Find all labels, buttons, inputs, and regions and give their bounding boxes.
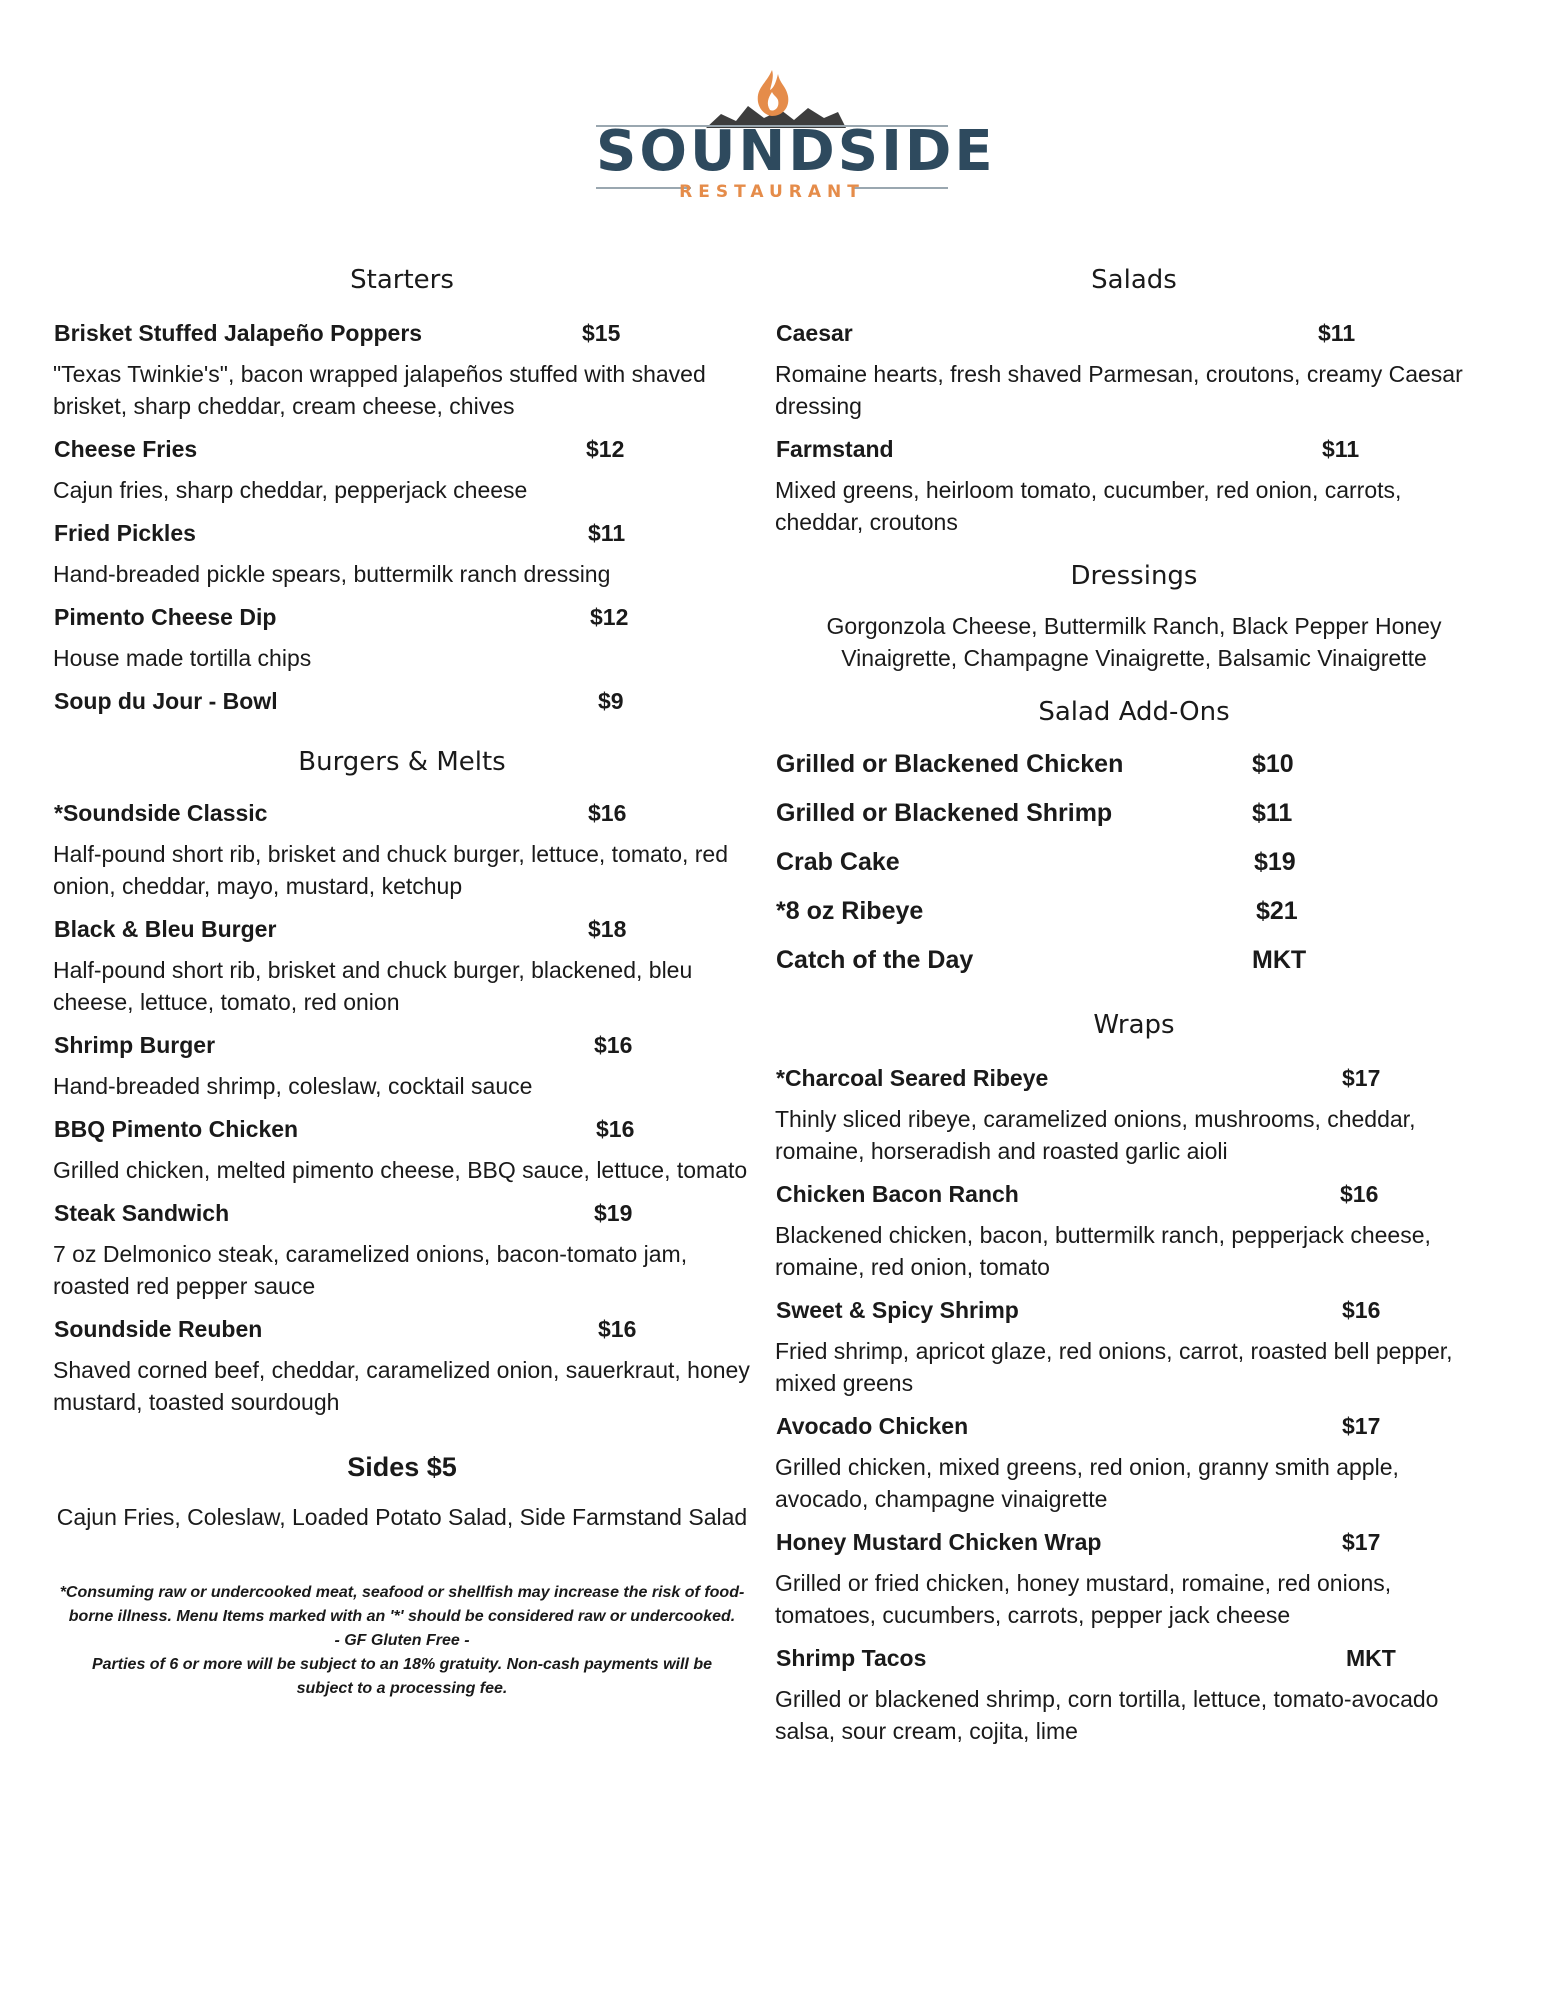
item-name: Honey Mustard Chicken Wrap <box>776 1529 1102 1555</box>
footnote-line: borne illness. Menu Items marked with an '*' should be considered raw or undercooked. <box>68 1608 736 1625</box>
menu-item <box>774 1523 1494 1563</box>
item-name: *Soundside Classic <box>54 800 268 826</box>
item-description: Romaine hearts, fresh shaved Parmesan, croutons, creamy Caesar dressing <box>775 361 1463 419</box>
item-description: House made tortilla chips <box>53 645 312 671</box>
item-description: Grilled chicken, mixed greens, red onion, granny smith apple, avocado, champagne vinaigrette <box>775 1454 1399 1512</box>
item-name: Cheese Fries <box>54 436 198 462</box>
item-price: $17 <box>1342 1413 1381 1439</box>
item-price: $18 <box>588 916 627 942</box>
menu-item <box>774 1059 1494 1099</box>
item-name: Pimento Cheese Dip <box>54 604 277 630</box>
menu-item <box>52 514 752 554</box>
item-price: $16 <box>1342 1297 1381 1323</box>
item-name: Chicken Bacon Ranch <box>776 1181 1019 1207</box>
addon-price: MKT <box>1252 946 1307 974</box>
item-name: Steak Sandwich <box>54 1200 230 1226</box>
item-name: Fried Pickles <box>54 520 196 546</box>
item-price: $17 <box>1342 1065 1381 1091</box>
item-description: Thinly sliced ribeye, caramelized onions, mushrooms, cheddar, romaine, horseradish and roasted garlic aioli <box>775 1106 1416 1164</box>
section-title-dressings: Dressings <box>1070 561 1198 591</box>
logo-subtitle: RESTAURANT <box>679 182 865 202</box>
menu-item <box>52 1194 752 1234</box>
addon-item <box>774 842 1494 891</box>
addon-item <box>774 793 1494 842</box>
item-description: Grilled or blackened shrimp, corn tortilla, lettuce, tomato-avocado salsa, sour cream, cojita, lime <box>775 1686 1439 1744</box>
dressings-list <box>774 610 1494 674</box>
menu-item <box>52 314 752 354</box>
addon-name: Crab Cake <box>776 848 900 876</box>
section-title-wraps: Wraps <box>1093 1010 1175 1040</box>
item-description: Hand-breaded shrimp, coleslaw, cocktail sauce <box>53 1073 533 1099</box>
item-description: Shaved corned beef, cheddar, caramelized onion, sauerkraut, honey mustard, toasted sourdough <box>53 1357 750 1415</box>
menu-item <box>774 430 1494 470</box>
item-name: Farmstand <box>776 436 894 462</box>
item-price: $12 <box>590 604 629 630</box>
footnote-line: *Consuming raw or undercooked meat, seafood or shellfish may increase the risk of food- <box>59 1584 745 1601</box>
item-price: $16 <box>594 1032 633 1058</box>
menu-item <box>52 430 752 470</box>
footnote-line: Parties of 6 or more will be subject to an 18% gratuity. Non-cash payments will be <box>91 1656 712 1673</box>
item-description: Half-pound short rib, brisket and chuck burger, lettuce, tomato, red onion, cheddar, mayo, mustard, ketchup <box>53 841 729 899</box>
item-price: MKT <box>1346 1645 1396 1671</box>
item-name: Avocado Chicken <box>776 1413 969 1439</box>
item-description: Mixed greens, heirloom tomato, cucumber, red onion, carrots, cheddar, croutons <box>775 477 1402 535</box>
menu-item <box>52 682 752 722</box>
item-description: Fried shrimp, apricot glaze, red onions, carrot, roasted bell pepper, mixed greens <box>775 1338 1453 1396</box>
item-price: $16 <box>596 1116 635 1142</box>
addon-name: Grilled or Blackened Chicken <box>776 750 1124 778</box>
logo-wordmark: SOUNDSIDE <box>596 119 996 184</box>
menu-item <box>52 910 752 950</box>
section-title-addons: Salad Add-Ons <box>1038 697 1230 727</box>
item-description: Hand-breaded pickle spears, buttermilk ranch dressing <box>53 561 611 587</box>
addon-price: $19 <box>1254 848 1296 876</box>
item-name: Soundside Reuben <box>54 1316 263 1342</box>
item-name: Shrimp Burger <box>54 1032 216 1058</box>
item-name: Caesar <box>776 320 853 346</box>
item-price: $15 <box>582 320 621 346</box>
left-column <box>52 262 752 1701</box>
item-description: Grilled or fried chicken, honey mustard, romaine, red onions, tomatoes, cucumbers, carrots, pepper jack cheese <box>775 1570 1392 1628</box>
menu-item <box>774 1407 1494 1447</box>
item-name: Brisket Stuffed Jalapeño Poppers <box>54 320 423 346</box>
item-price: $17 <box>1342 1529 1381 1555</box>
item-price: $11 <box>1318 320 1356 346</box>
item-price: $16 <box>598 1316 637 1342</box>
menu-item <box>52 1310 752 1350</box>
menu-item <box>52 794 752 834</box>
addon-name: Grilled or Blackened Shrimp <box>776 799 1113 827</box>
addon-item <box>774 744 1494 793</box>
item-price: $11 <box>1322 436 1360 462</box>
item-price: $16 <box>588 800 627 826</box>
footnote <box>52 1581 752 1701</box>
addon-name: Catch of the Day <box>776 946 974 974</box>
addon-price: $21 <box>1256 897 1298 925</box>
item-price: $12 <box>586 436 625 462</box>
menu-item <box>52 1026 752 1066</box>
item-price: $16 <box>1340 1181 1379 1207</box>
sides-list: Cajun Fries, Coleslaw, Loaded Potato Salad, Side Farmstand Salad <box>56 1504 748 1530</box>
dressings-line: Vinaigrette, Champagne Vinaigrette, Balsamic Vinaigrette <box>841 645 1427 671</box>
item-name: Soup du Jour - Bowl <box>54 688 278 714</box>
addon-price: $11 <box>1252 799 1293 827</box>
section-title-salads: Salads <box>1091 265 1177 295</box>
addon-item <box>774 891 1494 940</box>
item-description: 7 oz Delmonico steak, caramelized onions, bacon-tomato jam, roasted red pepper sauce <box>53 1241 688 1299</box>
dressings-line: Gorgonzola Cheese, Buttermilk Ranch, Black Pepper Honey <box>826 613 1442 639</box>
restaurant-logo <box>596 66 996 216</box>
item-description: "Texas Twinkie's", bacon wrapped jalapeños stuffed with shaved brisket, sharp cheddar, cream cheese, chives <box>53 361 706 419</box>
menu-item <box>774 314 1494 354</box>
item-description: Cajun fries, sharp cheddar, pepperjack cheese <box>53 477 528 503</box>
addon-price: $10 <box>1252 750 1294 778</box>
footnote-line: - GF Gluten Free - <box>334 1632 470 1649</box>
menu-item <box>774 1291 1494 1331</box>
item-price: $11 <box>588 520 626 546</box>
item-name: Shrimp Tacos <box>776 1645 927 1671</box>
item-description: Half-pound short rib, brisket and chuck burger, blackened, bleu cheese, lettuce, tomato, red onion <box>53 957 693 1015</box>
section-title-starters: Starters <box>350 265 454 295</box>
section-title-sides: Sides $5 <box>347 1452 457 1482</box>
item-name: BBQ Pimento Chicken <box>54 1116 299 1142</box>
menu-item <box>52 598 752 638</box>
menu-item <box>52 1110 752 1150</box>
addon-item <box>774 940 1494 989</box>
section-title-burgers: Burgers & Melts <box>298 747 506 777</box>
right-column <box>774 262 1494 1755</box>
item-description: Blackened chicken, bacon, buttermilk ranch, pepperjack cheese, romaine, red onion, tomato <box>775 1222 1431 1280</box>
item-name: *Charcoal Seared Ribeye <box>776 1065 1049 1091</box>
item-name: Sweet & Spicy Shrimp <box>776 1297 1019 1323</box>
menu-item <box>774 1639 1494 1679</box>
menu-item <box>774 1175 1494 1215</box>
footnote-line: subject to a processing fee. <box>296 1680 508 1697</box>
addon-name: *8 oz Ribeye <box>776 897 924 925</box>
item-price: $9 <box>598 688 624 714</box>
item-name: Black & Bleu Burger <box>54 916 277 942</box>
item-description: Grilled chicken, melted pimento cheese, BBQ sauce, lettuce, tomato <box>53 1157 748 1183</box>
item-price: $19 <box>594 1200 633 1226</box>
